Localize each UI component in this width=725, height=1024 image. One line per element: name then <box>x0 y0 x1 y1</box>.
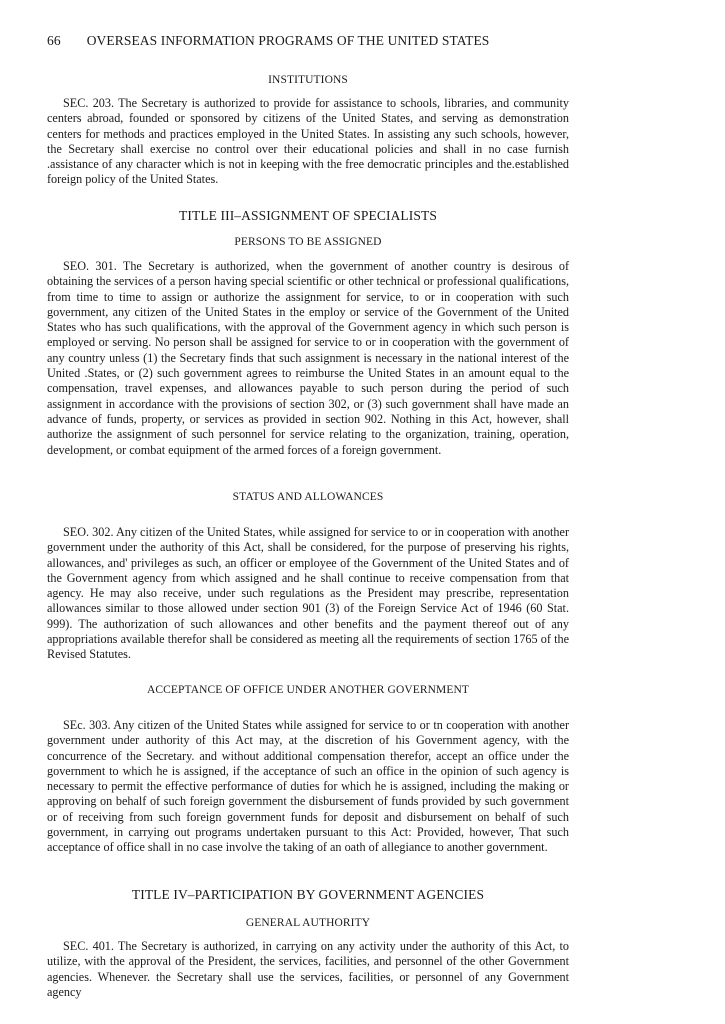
paragraph-sec-203: SEC. 203. The Secretary is authorized to provide for assistance to schools, libraries, and community centers abroad, founded or sponsored by citizens of the United States, and serving as demonstration centers for methods and practices employed in the United States. In assisting any such schools, however, the Secretary shall exercise no control over their educational policies and shall in no case furnish .assistance of any character which is not in keeping with the free democratic principles and the.established foreign policy of the United States. <box>47 96 569 187</box>
section-heading-institutions: INSTITUTIONS <box>268 74 348 86</box>
page-number: 66 <box>47 33 61 48</box>
paragraph-sec-303: SEc. 303. Any citizen of the United States while assigned for service to or tn cooperation with another government under authority of this Act may, at the discretion of his Government agency, with the concurrence of the Secretary. and without additional compensation therefor, accept an office under the government to which he is assigned, if the acceptance of such an office in the opinion of such agency is necessary to permit the effective performance of duties for which he is assigned, including the making or approving on behalf of such foreign government the disbursement of funds provided by such government or of receiving from such foreign government funds for deposit and disbursement on behalf of such government, in carrying out programs undertaken pursuant to this Act: Provided, however, That such acceptance of office shall in no case involve the taking of an oath of allegiance to another government. <box>47 718 569 855</box>
paragraph-sec-401: SEC. 401. The Secretary is authorized, in carrying on any activity under the authority of this Act, to utilize, with the approval of the President, the services, facilities, and personnel of the other Government agencies. Whenever. the Secretary shall use the services, facilities, or personnel of any Government agency <box>47 939 569 999</box>
section-heading-status-allowances: STATUS AND ALLOWANCES <box>232 491 384 503</box>
paragraph-sec-302: SEO. 302. Any citizen of the United States, while assigned for service to or in cooperation with another government under the authority of this Act, shall be considered, for the purpose of preserving his rights, allowances, and' privileges as such, an officer or employee of the Government of the United States and of the Government agency from which assigned and he shall continue to receive compensation from that agency. He may also receive, under such regulations as the President may prescribe, representation allowances similar to those allowed under section 901 (3) of the Foreign Service Act of 1946 (60 Stat. 999). The authorization of such allowances and other benefits and the payment thereof out of any appropriations available therefor shall be considered as meeting all the requirements of section 1765 of the Revised Statutes. <box>47 525 569 662</box>
section-heading-acceptance-office: ACCEPTANCE OF OFFICE UNDER ANOTHER GOVERNMENT <box>146 684 470 696</box>
title-iii-heading: TITLE III–ASSIGNMENT OF SPECIALISTS <box>179 208 437 223</box>
running-header <box>47 33 685 49</box>
paragraph-sec-301: SEO. 301. The Secretary is authorized, when the government of another country is desirous of obtaining the services of a person having special scientific or other technical or professional qualifications, from time to time to assign or authorize the assignment for service, to or in cooperation with such government, any citizen of the United States in the employ or service of the Government of the United States who has such qualifications, with the approval of the Government agency in which such person is employed or serving. No person shall be assigned for service to or in cooperation with the government of any country unless (1) the Secretary finds that such assignment is necessary in the national interest of the United .States, or (2) such government agrees to reimburse the United States in an amount equal to the compensation, travel expenses, and allowances payable to such person during the period of such assignment in accordance with the provisions of section 302, or (3) such government shall have made an advance of funds, property, or services as provided in section 902. Nothing in this Act, however, shall authorize the assignment of such personnel for service relating to the organization, training, operation, development, or combat equipment of the armed forces of a foreign government. <box>47 259 569 457</box>
title-iv-heading: TITLE IV–PARTICIPATION BY GOVERNMENT AGENCIES <box>131 887 485 902</box>
running-title: OVERSEAS INFORMATION PROGRAMS OF THE UNITED STATES <box>86 33 490 48</box>
section-heading-persons-assigned: PERSONS TO BE ASSIGNED <box>234 236 382 248</box>
section-heading-general-authority: GENERAL AUTHORITY <box>245 917 371 929</box>
